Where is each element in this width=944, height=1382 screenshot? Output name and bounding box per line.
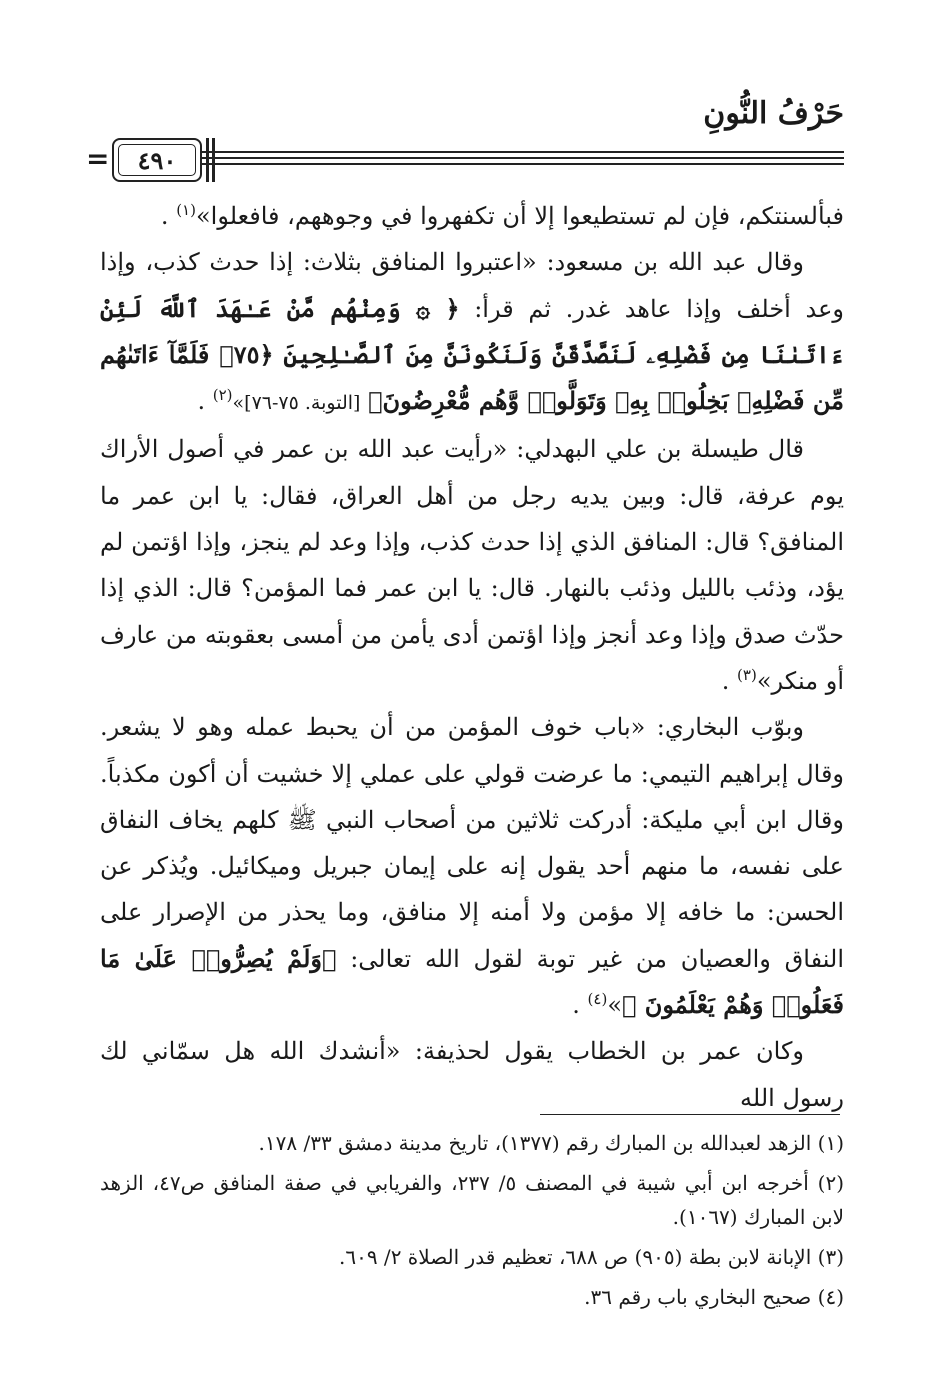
- main-text: [100, 193, 844, 1121]
- header-rule: [112, 151, 844, 153]
- footnote-ref-4[interactable]: (٤): [587, 990, 608, 1009]
- page-number-bar: [206, 138, 209, 182]
- header-rule: [112, 163, 844, 165]
- paragraph-1: فبألسنتكم، فإن لم تستطيعوا إلا أن تكفهروا في وجوههم، فافعلوا»$^{(١)}$ .: [160, 201, 844, 230]
- footnote: (٢) أخرجه ابن أبي شيبة في المصنف ٥/ ٢٣٧، والفريابي في صفة المنافق ص٤٧، الزهد لابن المبارك (١٠٦٧).: [100, 1171, 844, 1229]
- footnotes: [100, 1126, 844, 1320]
- footnote: (٤) صحيح البخاري باب رقم ٣٦.: [584, 1285, 844, 1309]
- footnote-ref-3[interactable]: (٣): [737, 665, 757, 684]
- footnote-ref-1[interactable]: (١): [176, 201, 196, 219]
- verse-citation: [التوبة. ٧٥-٧٦]»: [232, 392, 361, 415]
- page-number: ٤٩٠: [112, 138, 202, 182]
- paragraph-3: قال طيسلة بن علي البهدلي: «رأيت عبد الله بن عمر في أصول الأراك يوم عرفة، قال: وبين يديه رجل من أهل العراق، فقال: يا ابن عمر ما المنافق؟ قال: المنافق الذي إذا حدث كذب، وإذا وعد لم ينجز، وإذا اؤتمن لم يؤد، وذئب بالليل وذئب بالنهار. قال: يا ابن عمر فما المؤمن؟ قال: الذي إذا حدّث صدق وإذا وعد أنجز وإذا اؤتمن أدى يأمن من أمسى بعقوبته من عارف أو منكر»$^{(٣)}$ .: [100, 435, 844, 695]
- footnote-separator: [540, 1114, 840, 1115]
- footnote: (٣) الإبانة لابن بطة (٩٠٥) ص ٦٨٨، تعظيم قدر الصلاة ٢/ ٦٠٩.: [338, 1245, 844, 1269]
- footnote: (١) الزهد لعبدالله بن المبارك رقم (١٣٧٧)، تاريخ مدينة دمشق ٣٣/ ١٧٨.: [258, 1131, 844, 1155]
- paragraph-5: وكان عمر بن الخطاب يقول لحذيفة: «أنشدك الله هل سمّاني لك رسول الله: [100, 1037, 844, 1112]
- page-number-bar: [212, 138, 215, 182]
- paragraph-2: وقال عبد الله بن مسعود: «اعتبروا المنافق بثلاث: إذا حدث كذب، وإذا وعد أخلف وإذا عاهد غدر. ثم قرأ: ﴿ ۞ وَمِنْهُم مَّنْ عَـٰهَدَ ٱللَّهَ لَئِنْ ءَاتَىٰنَا مِن فَضْلِهِۦ لَنَصَّدَّقَنَّ وَلَنَكُونَنَّ مِنَ ٱلصَّـٰلِحِينَ ﴿٧٥﴾ فَلَمَّآ ءَاتَىٰهُم مِّن فَضْلِهِۦ بَخِلُوا۟ بِهِۦ وَتَوَلَّوا۟ وَّهُم مُّعْرِضُونَ﴾ [التوبة. ٧٥-٧٦]»$^{(٢)}$ .: [100, 248, 844, 416]
- paragraph-4: وبوّب البخاري: «باب خوف المؤمن من أن يحبط عمله وهو لا يشعر. وقال إبراهيم التيمي: ما عرضت قولي على عملي إلا خشيت أن أكون مكذباً. وقال ابن أبي مليكة: أدركت ثلاثين من أصحاب النبي ﷺ كلهم يخاف النفاق على نفسه، ما منهم أحد يقول إنه على إيمان جبريل وميكائيل. ويُذكر عن الحسن: ما خافه إلا مؤمن ولا أمنه إلا منافق، وما يحذر من الإصرار على النفاق والعصيان من غير توبة لقول الله تعالى: ﴿وَلَمْ يُصِرُّوا۟ عَلَىٰ مَا فَعَلُوا۟ وَهُمْ يَعْلَمُونَ ﴾»$^{(٤)}$ .: [100, 713, 844, 1020]
- header-rule: [112, 157, 844, 159]
- quran-verse: ﴿ ۞ وَمِنْهُم مَّنْ عَـٰهَدَ ٱللَّهَ لَئِنْ ءَاتَىٰنَا مِن فَضْلِهِۦ لَنَصَّدَّقَنَّ وَلَنَكُونَنَّ مِنَ ٱلصَّـٰلِحِينَ ﴿٧٥﴾ فَلَمَّآ ءَاتَىٰهُم مِّن فَضْلِهِۦ بَخِلُوا۟ بِهِۦ وَتَوَلَّوا۟ وَّهُم مُّعْرِضُونَ﴾: [100, 293, 844, 416]
- header-dash: =: [86, 142, 110, 175]
- quran-verse: ﴿وَلَمْ يُصِرُّوا۟ عَلَىٰ مَا فَعَلُوا۟ وَهُمْ يَعْلَمُونَ ﴾: [100, 943, 844, 1020]
- footnote-ref-2[interactable]: (٢): [212, 386, 233, 405]
- running-title: حَرْفُ النُّونِ: [703, 96, 844, 131]
